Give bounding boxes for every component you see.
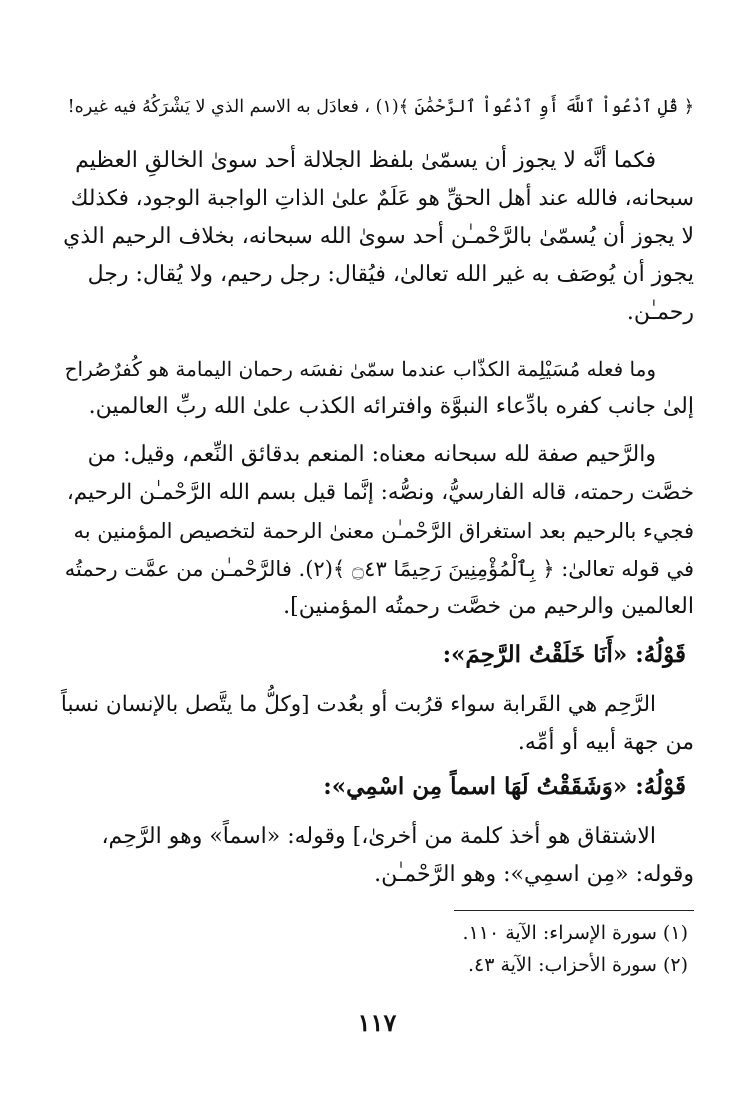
page-number: ١١٧ [357,1008,397,1037]
text-line: يجوز أن يُوصَف به غير الله تعالىٰ، فيُقال: رجل رحيم، ولا يُقال: رجل [87,262,694,287]
footnote-2: (٢) سورة الأحزاب: الآية ٤٣. [467,954,688,976]
text-line: فجيء بالرحيم بعد استغراق الرَّحْمـٰن معنىٰ الرحمة لتخصيص المؤمنين به [73,519,694,543]
paragraph-2 [60,142,694,332]
hadith-heading: قَوْلُهُ: «وَشَقَقْتُ لَهَا اسماً مِن اسْمِي»: [323,773,686,800]
footnote-1: (١) سورة الإسراء: الآية ١١٠. [462,922,688,944]
text-line: في قوله تعالىٰ: ﴿ بِٱلْمُؤْمِنِينَ رَحِيمًا ۝٤٣ ﴾(٢). فالرَّحْمـٰن من عمَّت رحمتُه [64,557,694,581]
hadith-heading: قَوْلُهُ: «أَنَا خَلَقْتُ الرَّحِمَ»: [442,641,686,668]
text-line: رحمـٰن. [626,300,694,325]
paragraph-6 [60,818,694,894]
text-line: لا يجوز أن يُسمّىٰ بالرَّحْمـٰن أحد سوىٰ الله سبحانه، بخلاف الرحيم الذي [63,224,694,249]
text-line: الرَّحِم هي القَرابة سواء قرُبت أو بعُدت [وكلُّ ما يتَّصل بالإنسان نسباً [60,692,656,717]
paragraph-4 [60,436,694,626]
paragraph-5 [60,686,694,762]
text-line: العالمين والرحيم من خصَّت رحمتُه المؤمنين]. [283,594,694,619]
text-line: ﴿ قُلِ ٱدْعُواْ ٱللَّهَ أَوِ ٱدْعُواْ ٱلرَّحْمَٰنَ ﴾(١) ، فعادَل به الاسم الذي لا يَشْرَكُهُ فيه غيره! [67,97,694,117]
text-line: إلىٰ جانب كفره بادِّعاء النبوَّة وافترائه الكذب علىٰ الله ربِّ العالمين. [88,394,694,419]
text-line: خصَّت رحمته، قاله الفارسيُّ، ونصُّه: إنَّما قيل بسم الله الرَّحْمـٰن الرحيم، [66,480,694,505]
text-line: والرَّحيم صفة لله سبحانه معناه: المنعم بدقائق النِّعم، وقيل: من [87,442,656,467]
text-line: فكما أنَّه لا يجوز أن يسمّىٰ بلفظ الجلالة أحد سوىٰ الخالقِ العظيم [75,148,656,173]
paragraph-3 [60,350,694,426]
text-line: الاشتقاق هو أخذ كلمة من أخرىٰ،] وقوله: «اسماً» وهو الرَّحِم، [101,824,656,849]
text-line: سبحانه، فالله عند أهل الحقِّ هو عَلَمٌ علىٰ الذاتِ الواجبة الوجود، فكذلك [70,186,694,211]
paragraph-1 [60,88,694,126]
text-line: وما فعله مُسَيْلِمة الكذّاب عندما سمّىٰ نفسَه رحمان اليمامة هو كُفرٌصُراح [64,357,656,381]
text-line: من جهة أبيه أو أمِّه. [517,730,694,755]
footnote-divider [454,910,694,911]
text-line: وقوله: «مِن اسمِي»: وهو الرَّحْمـٰن. [374,862,694,887]
